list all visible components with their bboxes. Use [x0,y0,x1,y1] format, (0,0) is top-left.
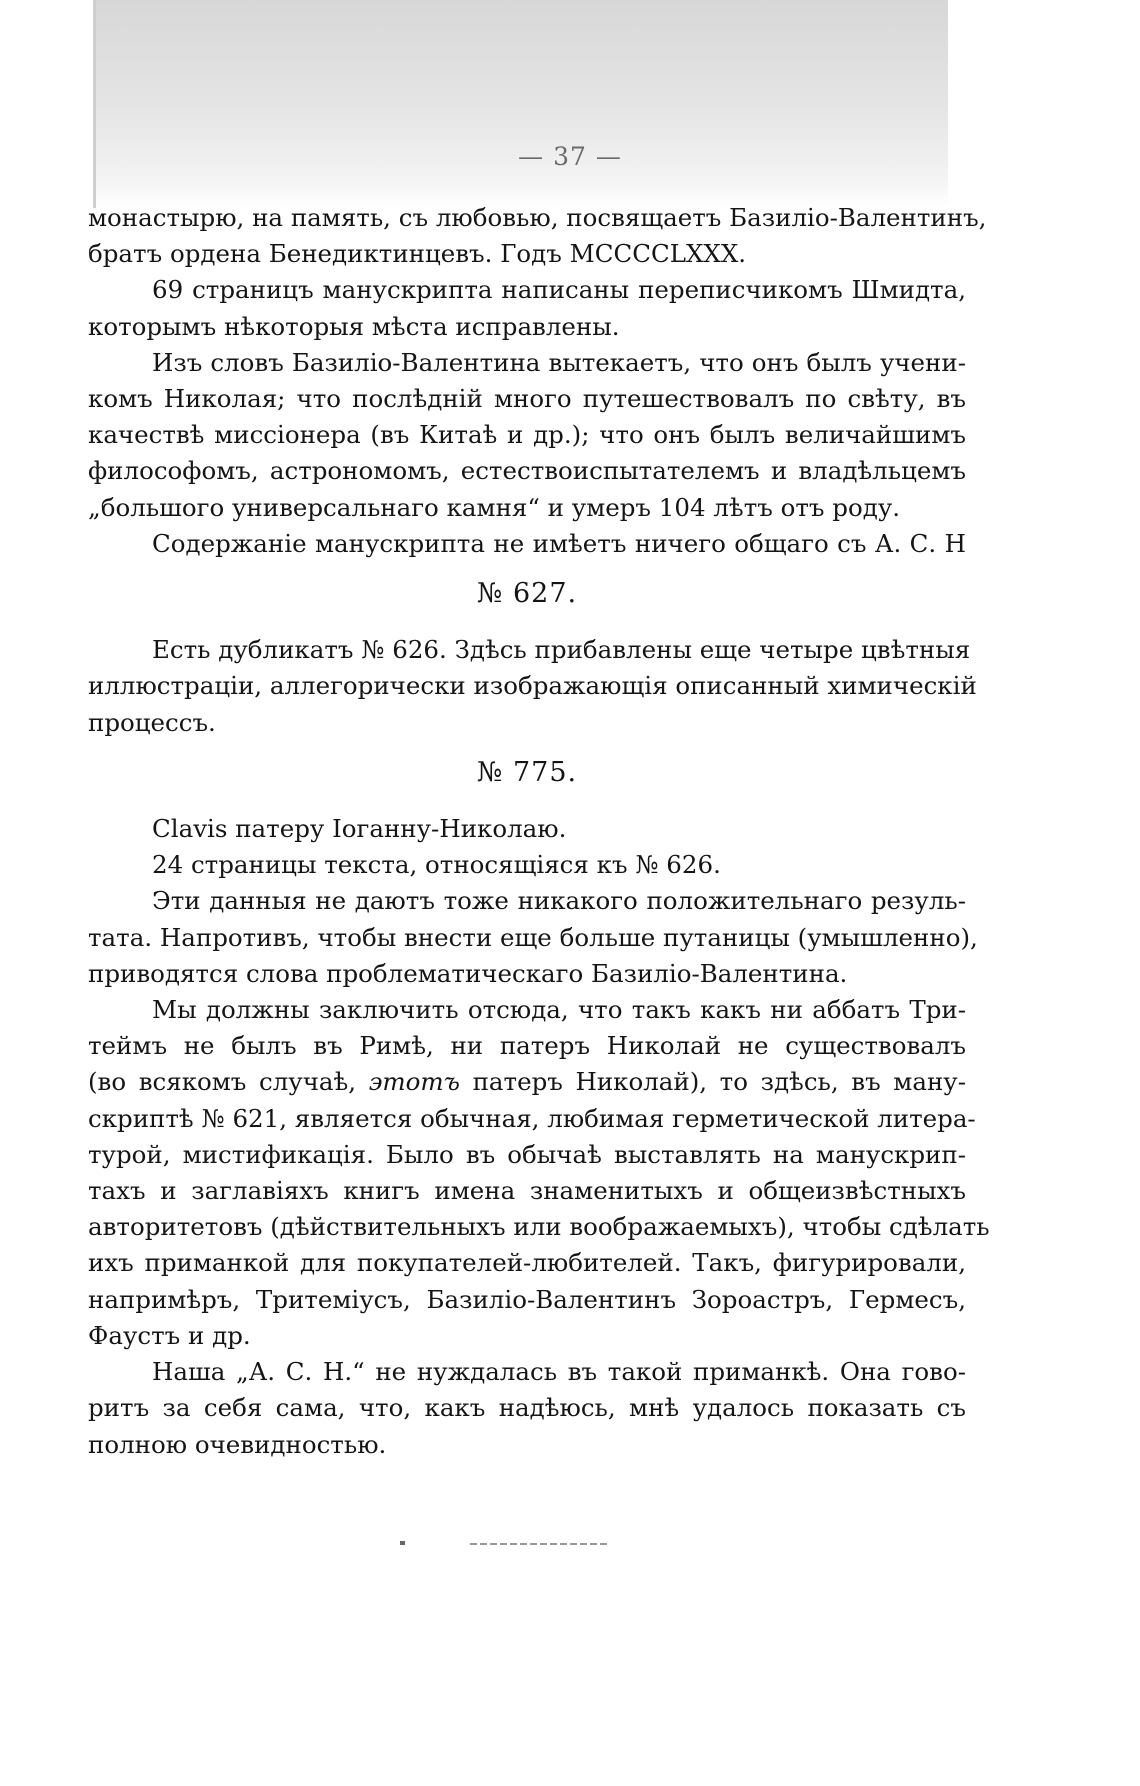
text-line: авторитетовъ (дѣйствительныхъ или воображаемыхъ), чтобы сдѣлать [88,1212,990,1242]
text-line: тахъ и заглавіяхъ книгъ имена знаменитыхъ и общеизвѣстныхъ [88,1176,966,1206]
text-line: которымъ нѣкоторыя мѣста исправлены. [88,311,620,341]
text-line: тата. Напротивъ, чтобы внести еще больше путаницы (умышленно), [88,922,978,952]
paragraph [88,272,966,344]
text-line: Clavis патеру Іоганну-Николаю. [152,814,567,844]
text-line: монастырю, на память, съ любовью, посвящаетъ Базиліо-Валентинъ, [88,203,987,232]
text-run: (во всякомъ случаѣ, [88,1067,369,1097]
text-line: приводятся слова проблематическаго Базиліо-Валентина. [88,958,848,988]
paragraph [88,526,966,562]
text-line: турой, мистификація. Было въ обычаѣ выставлять на манускрип- [88,1139,966,1169]
text-line: Наша „А. С. Н.“ не нуждалась въ такой приманкѣ. Она гово- [152,1357,966,1387]
text-line: полною очевидностью. [88,1429,387,1459]
text-line: Эти данныя не даютъ тоже никакого положительнаго резуль- [152,886,966,916]
footer-rule [400,1537,610,1549]
text-line: философомъ, астрономомъ, естествоиспытателемъ и владѣльцемъ [88,456,966,486]
footer-dash [470,1543,610,1545]
footer-dot [400,1541,405,1545]
section-heading: № 627. [476,578,578,610]
text-line: скриптѣ № 621, является обычная, любимая герметической литера- [88,1103,976,1133]
text-line: 24 страницы текста, относящіяся къ № 626. [152,850,721,880]
paragraph [88,632,977,741]
text-line [88,1064,966,1100]
text-run: патеръ Николай), то здѣсь, въ ману- [459,1067,966,1097]
paragraph [88,200,987,272]
text-line: комъ Николая; что послѣдній много путешествовалъ по свѣту, въ [88,384,966,414]
text-line: „большого универсальнаго камня“ и умеръ 104 лѣтъ отъ роду. [88,492,901,522]
italic-emphasis: этотъ [368,1067,460,1097]
text-line: братъ ордена Бенедиктинцевъ. Годъ MCCCCLXXX. [88,239,747,269]
text-line: теймъ не былъ въ Римѣ, ни патеръ Николай не существовалъ [88,1031,966,1061]
text-line: качествѣ миссіонера (въ Китаѣ и др.); что онъ былъ величайшимъ [88,420,966,450]
section-heading: № 775. [476,756,578,788]
paragraph [88,811,966,847]
text-line: Есть дубликатъ № 626. Здѣсь прибавлены еще четыре цвѣтныя [152,635,971,665]
page-body [88,200,990,1463]
scan-shadow [93,0,948,208]
text-line: процессъ. [88,707,216,737]
page-number: — 37 — [518,142,622,171]
paragraph [88,345,966,526]
paragraph [88,883,978,992]
text-line: ихъ приманкой для покупателей-любителей. Такъ, фигурировали, [88,1248,966,1278]
text-line: ритъ за себя сама, что, какъ надѣюсь, мнѣ удалось показать съ [88,1393,966,1423]
text-line: Изъ словъ Базиліо-Валентина вытекаетъ, что онъ былъ учени- [152,347,966,377]
text-line: Фаустъ и др. [88,1320,251,1350]
text-line: Мы должны заключить отсюда, что такъ какъ ни аббатъ Три- [152,995,966,1025]
paragraph [88,992,990,1354]
paragraph [88,847,966,883]
paragraph [88,1354,966,1463]
text-line: 69 страницъ манускрипта написаны переписчикомъ Шмидта, [152,275,966,305]
text-line: иллюстраціи, аллегорически изображающія описанный химическій [88,671,977,701]
text-line: Содержаніе манускрипта не имѣетъ ничего общаго съ А. С. Н [152,528,966,558]
text-line: напримѣръ, Тритеміусъ, Базиліо-Валентинъ Зороастръ, Гермесъ, [88,1284,966,1314]
